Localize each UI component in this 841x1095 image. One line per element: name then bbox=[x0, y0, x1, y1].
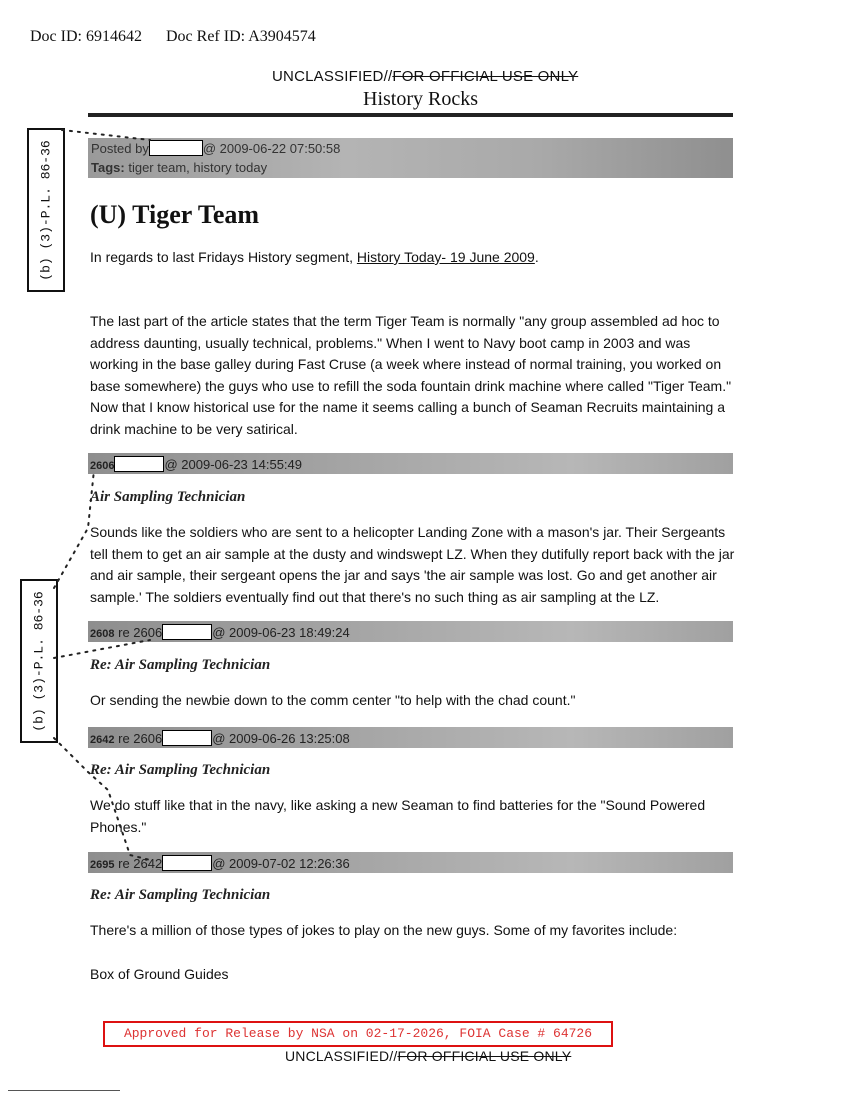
post-title: (U) Tiger Team bbox=[90, 200, 260, 229]
comment-title: Re: Air Sampling Technician bbox=[90, 762, 271, 778]
post-intro: In regards to last Fridays History segment, History Today- 19 June 2009. bbox=[90, 249, 539, 265]
comment-body: We do stuff like that in the navy, like asking a new Seaman to find batteries for the "Sound Powered Phones." bbox=[90, 797, 706, 835]
exemption-box-top: (b) (3)-P.L. 86-36 bbox=[27, 128, 65, 292]
comment-header-bar: 2606 @ 2009-06-23 14:55:49 bbox=[88, 453, 733, 474]
comment-header-bar: 2608 re 2606 @ 2009-06-23 18:49:24 bbox=[88, 621, 733, 642]
tags-line: Tags: tiger team, history today bbox=[91, 160, 268, 175]
comment-body: There's a million of those types of jokes to play on the new guys. Some of my favorites include: bbox=[90, 922, 678, 938]
comment-header-bar: 2642 re 2606 @ 2009-06-26 13:25:08 bbox=[88, 727, 733, 748]
comment-body: Or sending the newbie down to the comm center "to help with the chad count." bbox=[90, 692, 576, 708]
comment-extra-line: Box of Ground Guides bbox=[90, 966, 229, 982]
footer-rule bbox=[8, 1090, 120, 1091]
doc-ref-id: Doc Ref ID: A3904574 bbox=[165, 28, 316, 45]
page-title: History Rocks bbox=[363, 88, 478, 110]
history-today-link[interactable]: History Today- 19 June 2009 bbox=[356, 249, 535, 265]
post-body: The last part of the article states that the term Tiger Team is normally "any group assembled ad hoc to address daunting, usually technical, problems." When I went to Navy boot camp in 2003 and was working in the base galley during Fast Cruse (a week where instead of normal training, you worked on base somewhere) the guys who use to refill the soda fountain drink machine where called "Tiger Team." Now that I know historical use for the name it seems calling a bunch of Seaman Recruits maintaining a drink machine to be very satirical. bbox=[90, 313, 732, 437]
release-stamp: Approved for Release by NSA on 02-17-2026, FOIA Case # 64726 bbox=[103, 1021, 613, 1047]
comment-body: Sounds like the soldiers who are sent to a helicopter Landing Zone with a mason's jar. Their Sergeants tell them to get an air sample at the dusty and windswept LZ. When they dutifully report back with the jar and air sample, their sergeant opens the jar and says 'the air sample was lost. Go and get another air sample.' The soldiers eventually find out that there's no such thing as air sampling at the LZ. bbox=[90, 524, 735, 605]
doc-id: Doc ID: 6914642 bbox=[30, 28, 142, 45]
comment-title: Re: Air Sampling Technician bbox=[90, 657, 271, 673]
posted-by-line: Posted by @ 2009-06-22 07:50:58 bbox=[91, 141, 341, 156]
comment-title: Re: Air Sampling Technician bbox=[90, 887, 271, 903]
classification-bottom: UNCLASSIFIED//FOR OFFICIAL USE ONLY bbox=[285, 1048, 572, 1064]
exemption-box-bottom: (b) (3)-P.L. 86-36 bbox=[20, 579, 58, 743]
comment-header-bar: 2695 re 2642 @ 2009-07-02 12:26:36 bbox=[88, 852, 733, 873]
tags-links[interactable]: tiger team, history today bbox=[128, 160, 268, 175]
classification-top: UNCLASSIFIED//FOR OFFICIAL USE ONLY bbox=[272, 68, 579, 85]
comment-title: Air Sampling Technician bbox=[90, 489, 246, 505]
